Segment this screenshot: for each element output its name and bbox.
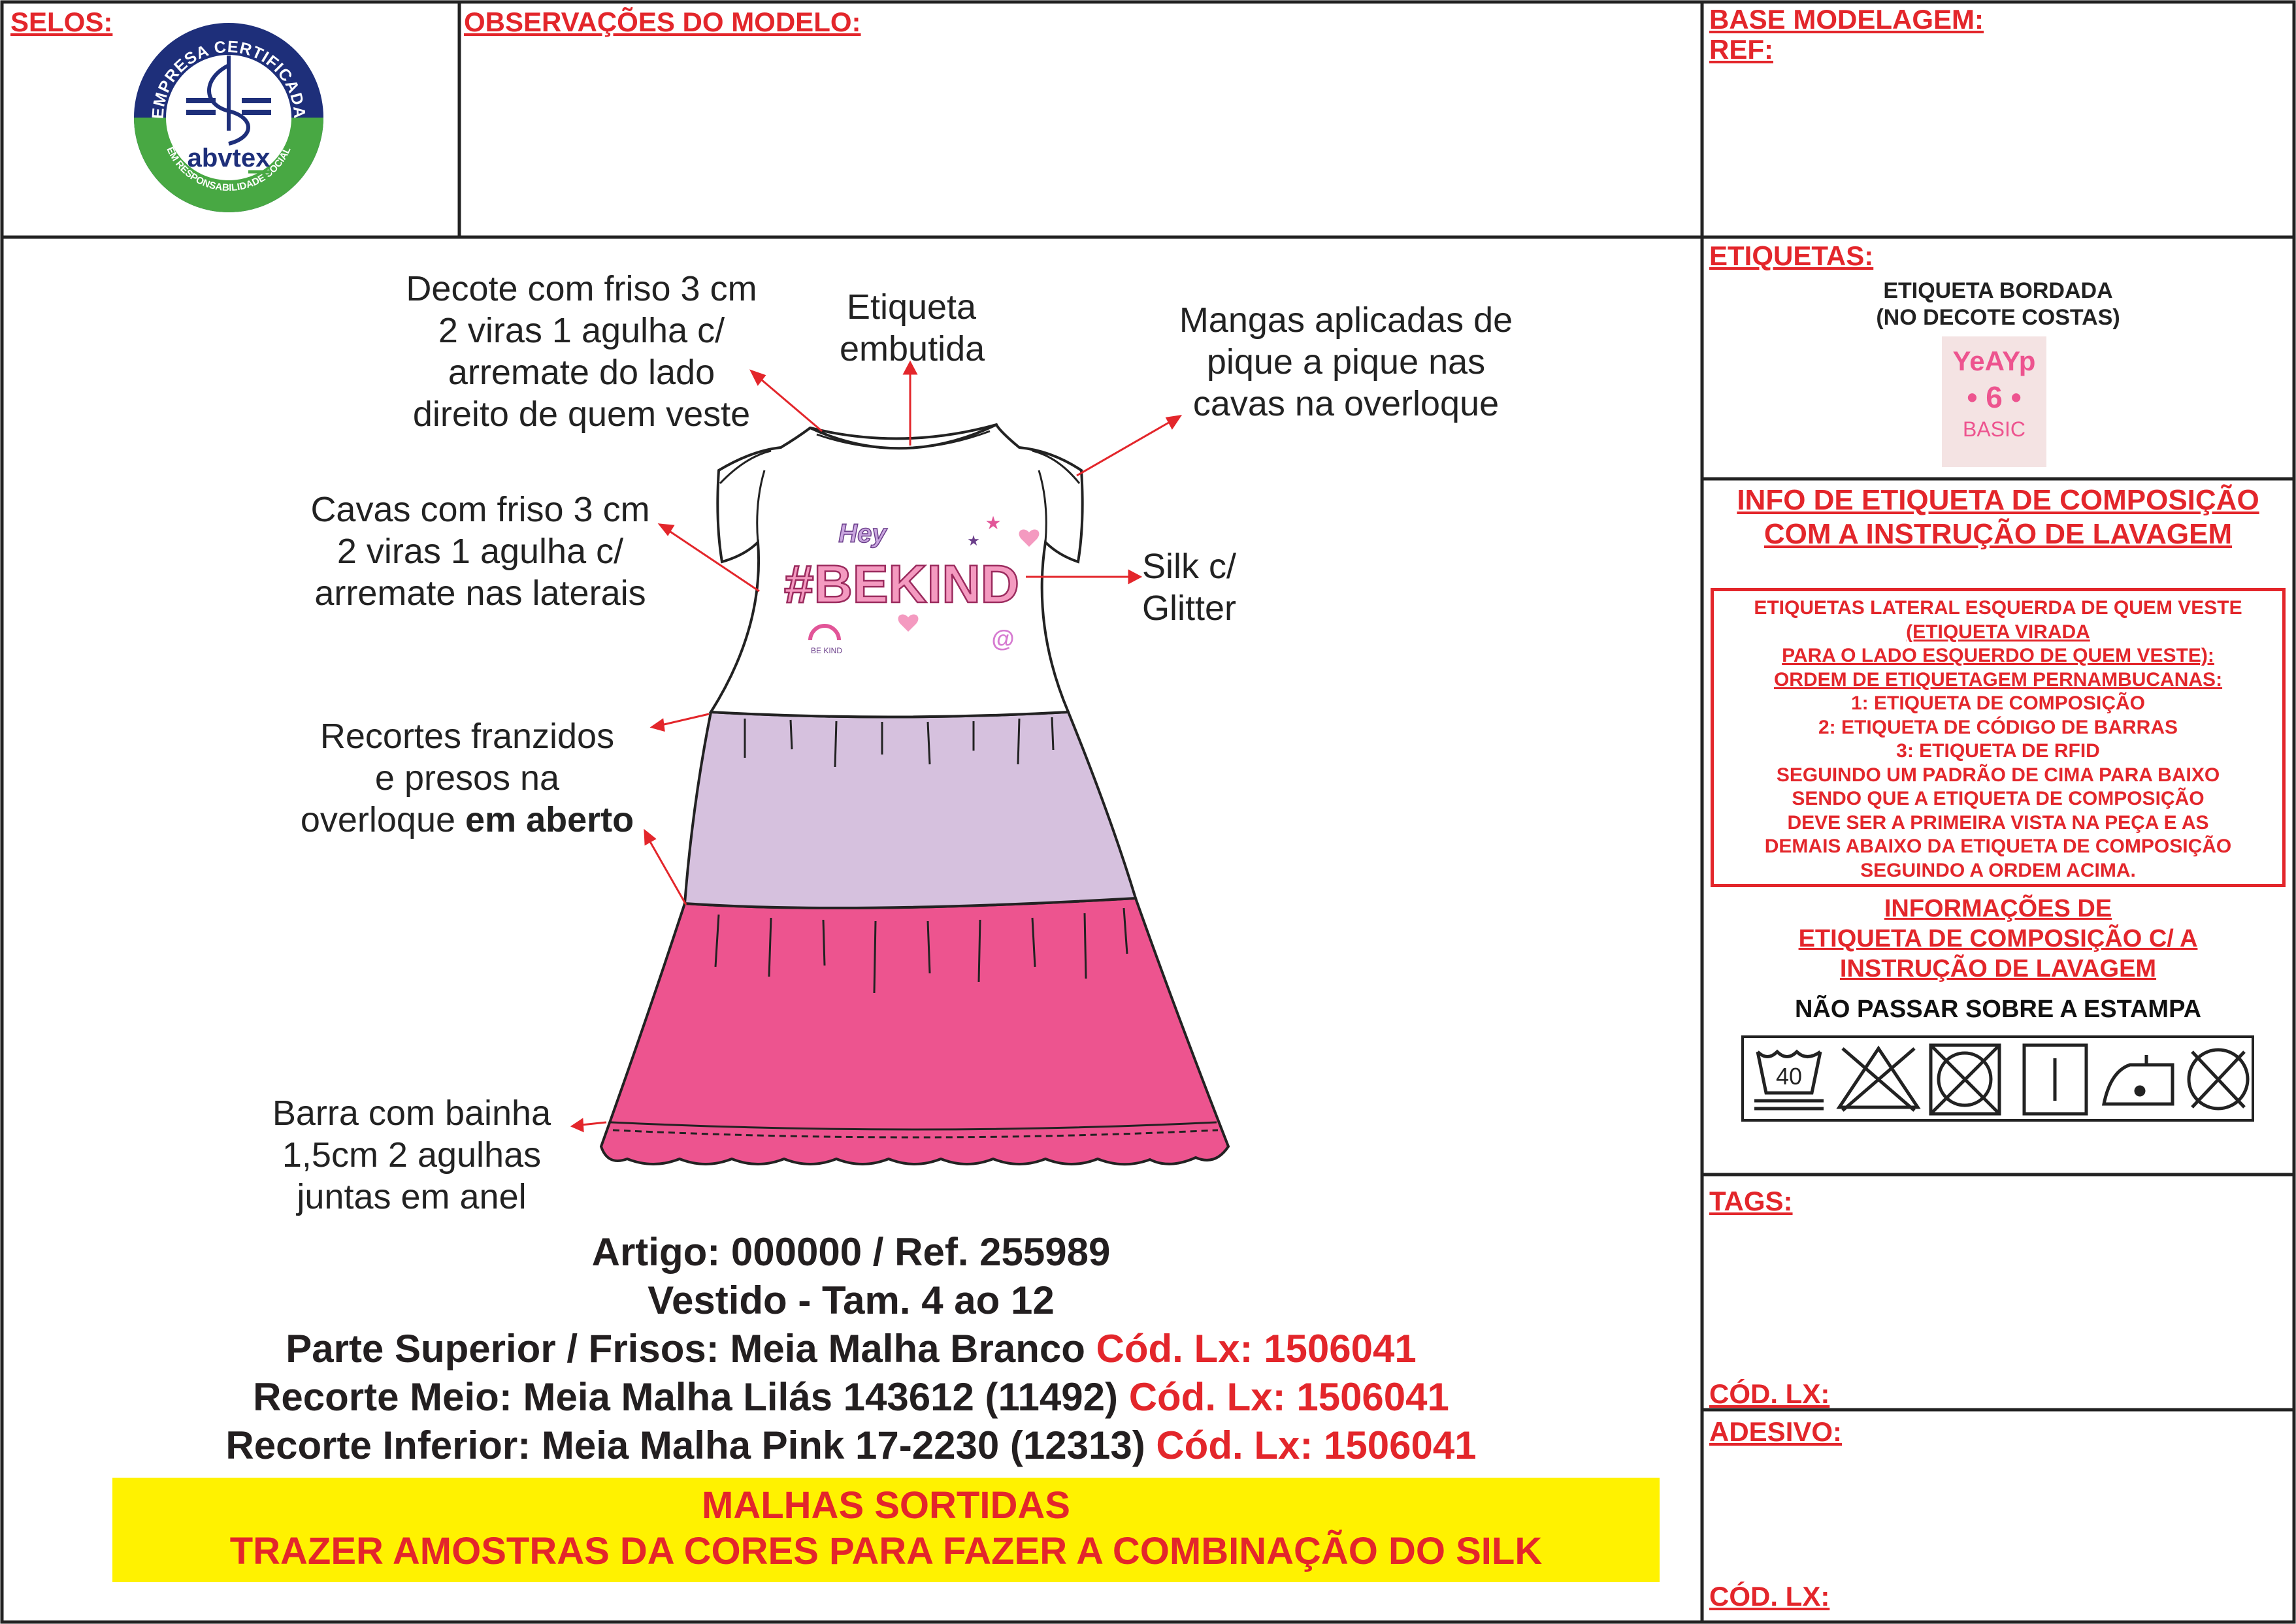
- brand-label-size: • 6 •: [1967, 380, 2022, 414]
- callout-barra: [248, 1092, 575, 1218]
- callout-line: Cavas com friso 3 cm: [310, 490, 650, 529]
- callout-silk: [1134, 545, 1245, 629]
- print-small: BE KIND: [810, 646, 843, 655]
- box-line: ETIQUETAS LATERAL ESQUERDA DE QUEM VESTE: [1754, 597, 2242, 619]
- spec-text: Recorte Inferior: Meia Malha Pink 17-2230 (12313): [225, 1423, 1156, 1467]
- print-bekind: #BEKIND: [784, 555, 1019, 614]
- spec-inferior: [0, 1421, 1702, 1470]
- callout-line: Etiqueta: [846, 287, 977, 327]
- cod-lx-label-tags: CÓD. LX:: [1709, 1378, 1830, 1409]
- star-icon: ★: [967, 533, 980, 549]
- care-symbols: [1741, 1035, 2254, 1122]
- base-modelagem-label: BASE MODELAGEM:: [1709, 4, 1984, 35]
- cod-lx-label-adesivo: CÓD. LX:: [1709, 1581, 1830, 1612]
- callout-line: [274, 799, 660, 841]
- info2-line: ETIQUETA DE COMPOSIÇÃO C/ A: [1798, 925, 2198, 952]
- box-line: DEVE SER A PRIMEIRA VISTA NA PEÇA E AS: [1787, 811, 2209, 834]
- ref-label: REF:: [1709, 34, 1773, 65]
- skirt-lilac: [685, 712, 1136, 908]
- box-line: 1: ETIQUETA DE COMPOSIÇÃO: [1850, 692, 2146, 714]
- box-line: SEGUINDO A ORDEM ACIMA.: [1860, 859, 2136, 881]
- brand-label-patch: [1942, 336, 2046, 467]
- spec-text: Recorte Meio: Meia Malha Lilás 143612 (11492): [253, 1375, 1129, 1419]
- callout-line: arremate nas laterais: [314, 574, 646, 613]
- adesivo-label: ADESIVO:: [1709, 1416, 1843, 1447]
- brand-label-name: YeAYp: [1952, 346, 2036, 376]
- callout-cavas: [274, 489, 686, 614]
- skirt-pink: [601, 898, 1228, 1164]
- spec-vestido: Vestido - Tam. 4 ao 12: [648, 1278, 1055, 1322]
- seal-top-text: EMPRESA CERTIFICADA: [148, 37, 309, 120]
- etiquetagem-box: [1711, 588, 2286, 887]
- info-title-line1: INFO DE ETIQUETA DE COMPOSIÇÃO: [1737, 484, 2259, 516]
- callout-line: arremate do lado: [448, 353, 715, 392]
- specs-block: [0, 1228, 1702, 1470]
- box-line: SEGUINDO UM PADRÃO DE CIMA PARA BAIXO: [1776, 764, 2220, 786]
- seal-brand: abvtex: [187, 144, 271, 172]
- spec-artigo: Artigo: 000000 / Ref. 255989: [591, 1230, 1111, 1274]
- etiquetas-label: ETIQUETAS:: [1709, 240, 1874, 271]
- box-line: PARA O LADO ESQUERDO DE QUEM VESTE):: [1782, 645, 2214, 666]
- star-icon: ★: [985, 512, 1002, 534]
- informacoes-etiqueta: [1702, 894, 2294, 984]
- box-line: DEMAIS ABAIXO DA ETIQUETA DE COMPOSIÇÃO: [1764, 836, 2232, 857]
- spec-meio: [0, 1373, 1702, 1421]
- info-composicao-title: [1702, 483, 2294, 551]
- malhas-banner: [112, 1478, 1660, 1582]
- callout-line: e presos na: [374, 758, 560, 798]
- callout-line: Barra com bainha: [272, 1094, 551, 1133]
- brand-label-sub: BASIC: [1962, 417, 2026, 441]
- callout-line: juntas em anel: [297, 1177, 527, 1216]
- nao-passar: NÃO PASSAR SOBRE A ESTAMPA: [1794, 996, 2202, 1023]
- wash-temp: 40: [1775, 1063, 1803, 1090]
- size-number: 6: [1986, 380, 2003, 414]
- etiqueta-bordada: [1702, 278, 2294, 331]
- bordada-line2: (NO DECOTE COSTAS): [1876, 305, 2120, 330]
- at-symbol-icon: @: [991, 625, 1015, 652]
- observacoes-label: OBSERVAÇÕES DO MODELO:: [464, 7, 861, 37]
- info-title-line2: COM A INSTRUÇÃO DE LAVAGEM: [1763, 518, 2233, 550]
- box-line: ORDEM DE ETIQUETAGEM PERNAMBUCANAS:: [1773, 668, 2223, 690]
- box-line: 2: ETIQUETA DE CÓDIGO DE BARRAS: [1818, 716, 2178, 738]
- spec-cod: Cód. Lx: 1506041: [1156, 1423, 1477, 1467]
- info2-line: INFORMAÇÕES DE: [1884, 895, 2112, 922]
- selos-label: SELOS:: [10, 7, 113, 37]
- callout-mangas: [1150, 299, 1542, 425]
- callout-line: Glitter: [1141, 589, 1237, 628]
- spec-cod: Cód. Lx: 1506041: [1128, 1375, 1449, 1419]
- bordada-line1: ETIQUETA BORDADA: [1883, 278, 2113, 303]
- seal-bottom-text: EM RESPONSABILIDADE SOCIAL: [164, 145, 293, 194]
- box-line: SENDO QUE A ETIQUETA DE COMPOSIÇÃO: [1792, 788, 2205, 809]
- callout-text: overloque: [300, 800, 466, 839]
- info2-line: INSTRUÇÃO DE LAVAGEM: [1839, 955, 2157, 983]
- callout-bold-text: em aberto: [465, 800, 634, 839]
- callout-decote: [385, 268, 778, 435]
- banner-line1: MALHAS SORTIDAS: [702, 1484, 1070, 1527]
- callout-line: embutida: [840, 329, 985, 368]
- callout-line: cavas na overloque: [1192, 384, 1500, 423]
- box-line: 3: ETIQUETA DE RFID: [1896, 740, 2100, 762]
- box-line: (ETIQUETA VIRADA: [1906, 621, 2090, 643]
- callout-line: direito de quem veste: [412, 395, 751, 434]
- callout-line: 2 viras 1 agulha c/: [438, 311, 725, 350]
- callout-line: pique a pique nas: [1206, 342, 1486, 382]
- spec-superior: [0, 1325, 1702, 1373]
- print-hey: Hey: [838, 519, 887, 548]
- spec-cod: Cód. Lx: 1506041: [1096, 1327, 1417, 1371]
- callout-line: Silk c/: [1141, 547, 1237, 586]
- callout-etiqueta: [840, 286, 983, 370]
- tags-label: TAGS:: [1709, 1186, 1793, 1216]
- callout-line: 1,5cm 2 agulhas: [282, 1135, 542, 1175]
- callout-line: 2 viras 1 agulha c/: [336, 532, 624, 571]
- banner-line2: TRAZER AMOSTRAS DA CORES PARA FAZER A COMBINAÇÃO DO SILK: [229, 1530, 1543, 1572]
- callout-recortes: [274, 715, 660, 841]
- spec-text: Parte Superior / Frisos: Meia Malha Branco: [286, 1327, 1096, 1371]
- callout-line: Mangas aplicadas de: [1179, 300, 1513, 340]
- callout-line: Decote com friso 3 cm: [406, 269, 757, 308]
- callout-line: Recortes franzidos: [320, 717, 615, 756]
